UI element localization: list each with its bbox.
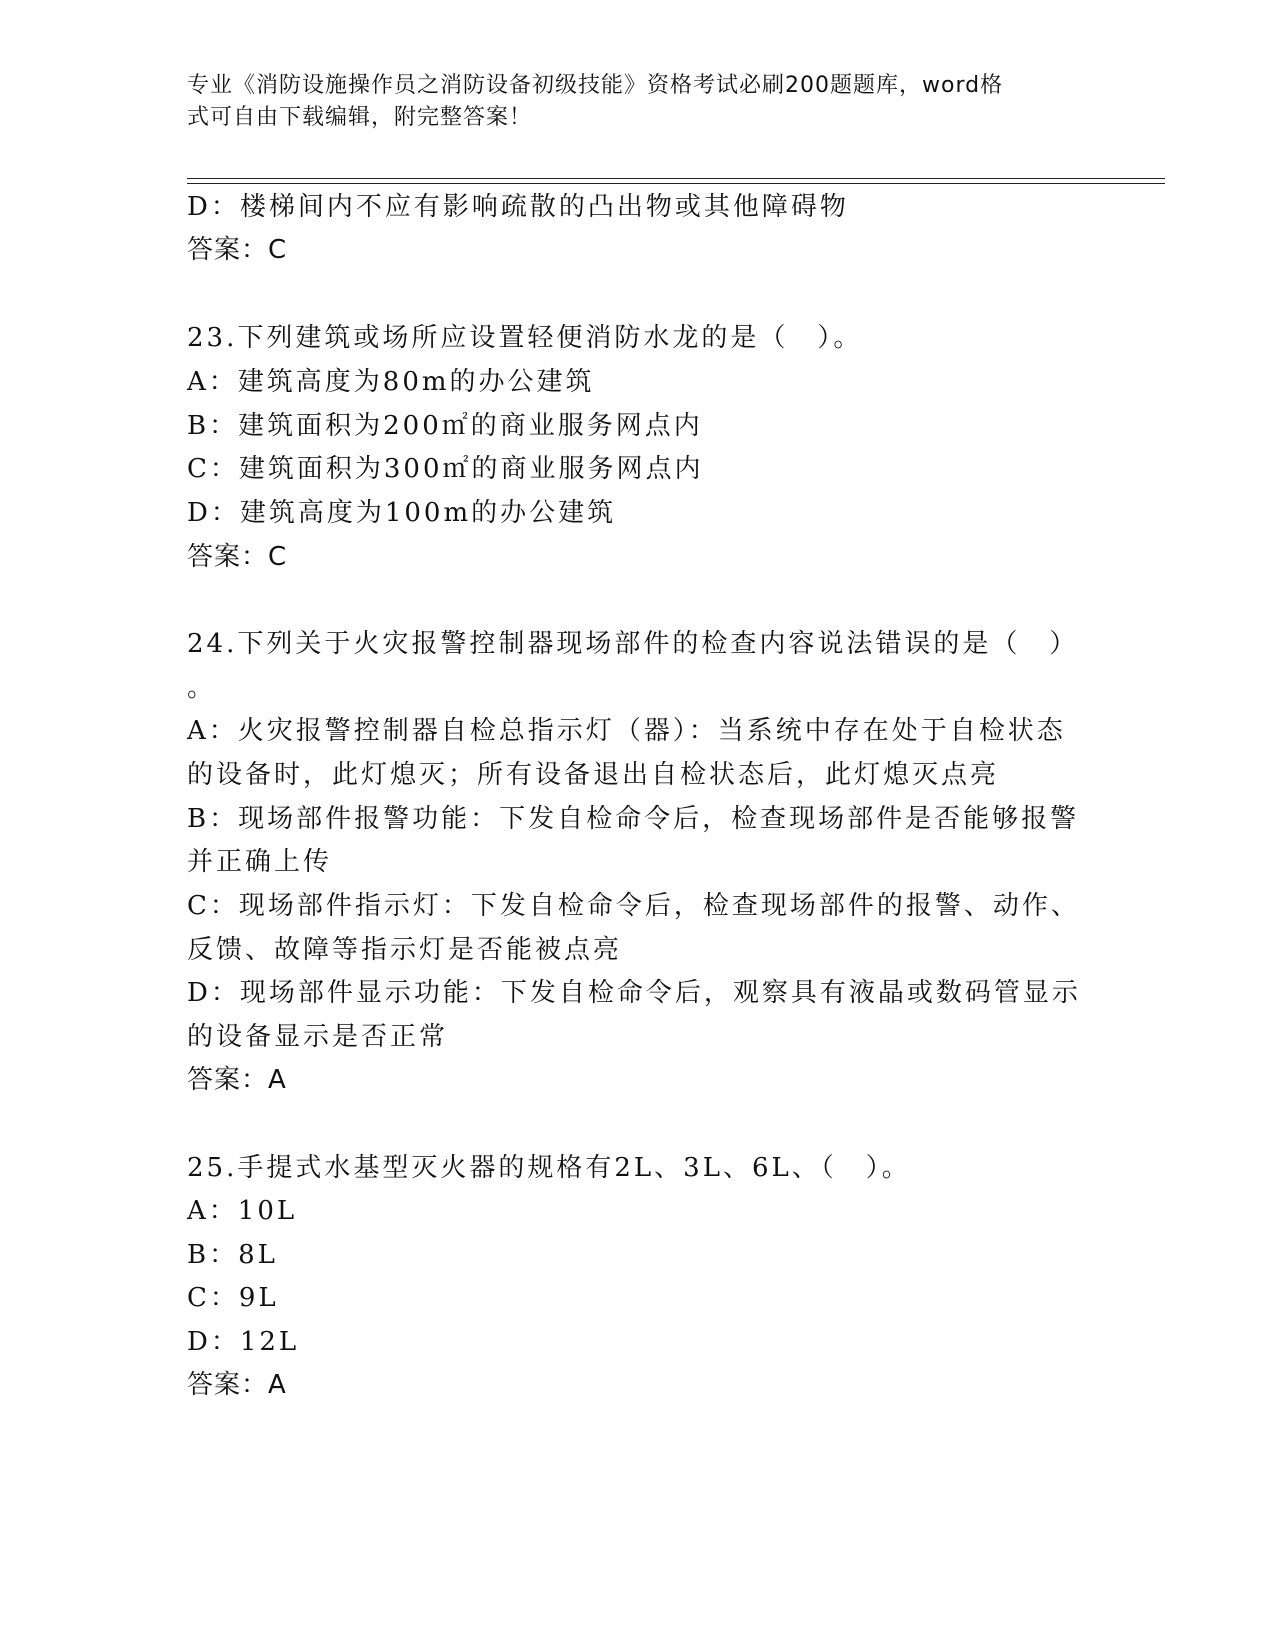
header-divider-bottom	[187, 183, 1165, 184]
q25-stem: 25.手提式水基型灭火器的规格有2L、3L、6L、（ ）。	[187, 1153, 911, 1183]
q24-option-b-line-1: B：现场部件报警功能：下发自检命令后，检查现场部件是否能够报警	[187, 804, 1080, 834]
q22-option-d: D：楼梯间内不应有影响疏散的凸出物或其他障碍物	[187, 192, 849, 222]
q23-option-d: D：建筑高度为100m的办公建筑	[187, 498, 617, 528]
q24-option-d-line-2: 的设备显示是否正常	[187, 1022, 449, 1052]
q24-option-d-line-1: D：现场部件显示功能：下发自检命令后，观察具有液晶或数码管显示	[187, 978, 1081, 1008]
q23-answer: 答案：C	[187, 542, 288, 572]
header-line-2: 式可自由下载编辑，附完整答案！	[187, 105, 533, 130]
q24-stem-line-1: 24.下列关于火灾报警控制器现场部件的检查内容说法错误的是（ ）	[187, 629, 1079, 659]
q25-option-a: A：10L	[187, 1196, 298, 1226]
q25-answer: 答案：A	[187, 1370, 287, 1400]
q24-answer: 答案：A	[187, 1065, 287, 1095]
q24-option-a-line-1: A：火灾报警控制器自检总指示灯（器）：当系统中存在处于自检状态	[187, 716, 1066, 746]
q25-option-b: B：8L	[187, 1240, 278, 1270]
header-line-1: 专业《消防设施操作员之消防设备初级技能》资格考试必刷200题题库，word格	[187, 73, 1004, 98]
q22-answer: 答案：C	[187, 235, 288, 265]
q23-option-c: C：建筑面积为300㎡的商业服务网点内	[187, 454, 704, 484]
q25-option-c: C：9L	[187, 1283, 279, 1313]
header-divider-top	[187, 178, 1165, 179]
q23-option-a: A：建筑高度为80m的办公建筑	[187, 367, 595, 397]
q24-option-a-line-2: 的设备时，此灯熄灭；所有设备退出自检状态后，此灯熄灭点亮	[187, 760, 1000, 790]
q23-stem: 23.下列建筑或场所应设置轻便消防水龙的是（ ）。	[187, 323, 863, 353]
q25-option-d: D：12L	[187, 1327, 300, 1357]
q24-option-b-line-2: 并正确上传	[187, 847, 333, 877]
q23-option-b: B：建筑面积为200㎡的商业服务网点内	[187, 411, 703, 441]
q24-stem-line-2: 。	[187, 673, 217, 703]
q24-option-c-line-1: C：现场部件指示灯：下发自检命令后，检查现场部件的报警、动作、	[187, 891, 1080, 921]
document-header	[187, 70, 1077, 134]
q24-option-c-line-2: 反馈、故障等指示灯是否能被点亮	[187, 935, 623, 965]
